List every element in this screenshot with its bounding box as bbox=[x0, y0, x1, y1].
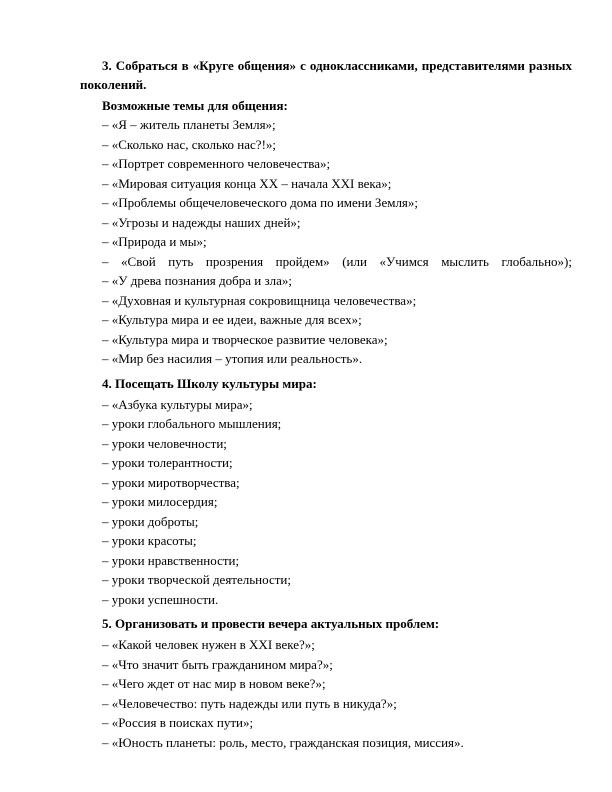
topic-list-item: – «Я – житель планеты Земля»; bbox=[102, 117, 276, 132]
topic-list-item: – «Культура мира и творческое развитие человека»; bbox=[102, 331, 388, 347]
evening-list-item: – «Что значит быть гражданином мира?»; bbox=[102, 656, 333, 672]
lesson-list-item: – уроки нравственности; bbox=[102, 552, 240, 568]
topic-list-item: – «Портрет современного человечества»; bbox=[102, 156, 331, 171]
lesson-list-item: – уроки доброты; bbox=[102, 513, 199, 529]
topic-list-item: – «Культура мира и ее идеи, важные для всех»; bbox=[102, 312, 362, 327]
topic-list-item: – «Природа и мы»; bbox=[102, 234, 207, 249]
section-3-subheading: Возможные темы для общения: bbox=[102, 98, 288, 113]
evening-list-item: – «Чего ждет от нас мир в новом веке?»; bbox=[102, 676, 326, 691]
document-content bbox=[80, 56, 572, 752]
topic-list-item: – «У древа познания добра и зла»; bbox=[102, 273, 292, 288]
section-5-evening-list bbox=[102, 635, 572, 752]
lesson-list-item: – уроки красоты; bbox=[102, 533, 197, 548]
topic-list-item: – «Угрозы и надежды наших дней»; bbox=[102, 214, 301, 230]
topic-list-item: – «Сколько нас, сколько нас?!»; bbox=[102, 136, 277, 152]
lesson-list-item: – уроки милосердия; bbox=[102, 494, 218, 509]
lesson-list-item: – уроки творческой деятельности; bbox=[102, 572, 291, 587]
topic-list-item: – «Мировая ситуация конца XX – начала XXI века»; bbox=[102, 175, 392, 191]
section-4-heading: 4. Посещать Школу культуры мира: bbox=[102, 375, 317, 391]
evening-list-item: – «Россия в поисках пути»; bbox=[102, 715, 254, 730]
lesson-list-item: – уроки глобального мышления; bbox=[102, 416, 282, 431]
lesson-list-item: – уроки успешности. bbox=[102, 591, 219, 607]
topic-list-item: – «Мир без насилия – утопия или реальность». bbox=[102, 351, 363, 366]
lesson-list-item: – «Азбука культуры мира»; bbox=[102, 396, 253, 412]
lesson-list-item: – уроки толерантности; bbox=[102, 455, 233, 470]
evening-list-item: – «Какой человек нужен в XXI веке?»; bbox=[102, 637, 315, 652]
section-3-text: Собраться в «Круге общения» с одноклассниками, представителями разных поколений. bbox=[80, 58, 572, 92]
section-3-paragraph bbox=[80, 56, 572, 94]
topic-list-item: – «Проблемы общечеловеческого дома по имени Земля»; bbox=[102, 195, 419, 210]
topic-list-item: – «Духовная и культурная сокровищница человечества»; bbox=[102, 292, 417, 308]
section-5-heading: 5. Организовать и провести вечера актуальных проблем: bbox=[102, 616, 440, 631]
lesson-list-item: – уроки человечности; bbox=[102, 435, 227, 451]
topic-list-item: – «Свой путь прозрения пройдем» (или «Учимся мыслить глобально»); bbox=[102, 253, 572, 269]
lesson-list-item: – уроки миротворчества; bbox=[102, 474, 240, 490]
evening-list-item: – «Человечество: путь надежды или путь в никуда?»; bbox=[102, 695, 397, 711]
evening-list-item: – «Юность планеты: роль, место, гражданская позиция, миссия». bbox=[102, 734, 464, 750]
section-3-number: 3. bbox=[102, 58, 112, 73]
section-4-lesson-list bbox=[102, 395, 572, 610]
section-3-topic-list bbox=[102, 115, 572, 369]
